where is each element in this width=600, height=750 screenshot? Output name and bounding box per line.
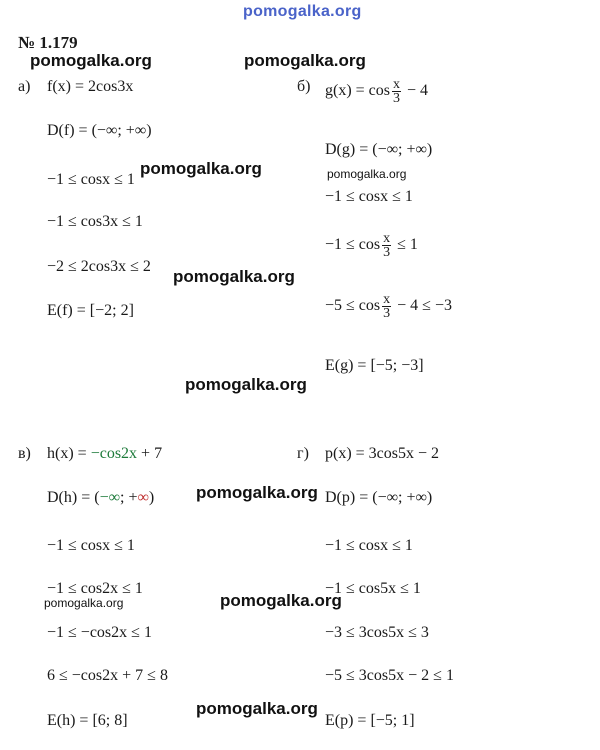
- watermark: pomogalka.org: [196, 483, 318, 502]
- part-a-step-2: −1 ≤ cos3x ≤ 1: [47, 213, 143, 230]
- watermark: pomogalka.org: [244, 51, 366, 70]
- watermark-small: pomogalka.org: [44, 596, 124, 610]
- fraction-x-over-3: $\frac{x}{3}$: [383, 292, 391, 321]
- part-a-function: f(x) = 2cos3x: [47, 78, 134, 95]
- part-g-step-3: −3 ≤ 3cos5x ≤ 3: [325, 624, 429, 641]
- part-g-range: E(p) = [−5; 1]: [325, 712, 415, 729]
- watermark: pomogalka.org: [196, 699, 318, 718]
- part-v-step-2: −1 ≤ cos2x ≤ 1: [47, 580, 143, 597]
- watermark: pomogalka.org: [185, 375, 307, 394]
- watermark: pomogalka.org: [140, 159, 262, 178]
- part-b-function: g(x) = cos $\frac{x}{3}$ − 4: [325, 77, 429, 106]
- part-a-step-1: −1 ≤ cosx ≤ 1: [47, 171, 135, 188]
- part-a-step-3: −2 ≤ 2cos3x ≤ 2: [47, 258, 151, 275]
- part-v-step-3: −1 ≤ −cos2x ≤ 1: [47, 624, 152, 641]
- part-b-label: б): [297, 78, 311, 95]
- watermark-small: pomogalka.org: [327, 167, 407, 181]
- part-v-function: h(x) = −cos2x + 7: [47, 445, 163, 462]
- part-v-step-4: 6 ≤ −cos2x + 7 ≤ 8: [47, 667, 168, 684]
- part-b-domain: D(g) = (−∞; +∞): [325, 141, 433, 158]
- part-v-step-1: −1 ≤ cosx ≤ 1: [47, 537, 135, 554]
- part-a-domain: D(f) = (−∞; +∞): [47, 122, 152, 139]
- part-g-step-1: −1 ≤ cosx ≤ 1: [325, 537, 413, 554]
- part-b-step-3: −5 ≤ cos $\frac{x}{3}$ − 4 ≤ −3: [325, 292, 452, 321]
- problem-number: № 1.179: [18, 33, 78, 52]
- fraction-x-over-3: $\frac{x}{3}$: [393, 77, 401, 106]
- part-g-step-4: −5 ≤ 3cos5x − 2 ≤ 1: [325, 667, 454, 684]
- part-v-label: в): [18, 445, 31, 462]
- part-a-range: E(f) = [−2; 2]: [47, 302, 134, 319]
- part-a-label: а): [18, 78, 31, 95]
- fraction-x-over-3: $\frac{x}{3}$: [383, 231, 391, 260]
- watermark-top: pomogalka.org: [243, 3, 362, 20]
- part-g-function: p(x) = 3cos5x − 2: [325, 445, 440, 462]
- part-g-step-2: −1 ≤ cos5x ≤ 1: [325, 580, 421, 597]
- watermark: pomogalka.org: [30, 51, 152, 70]
- part-b-step-1: −1 ≤ cosx ≤ 1: [325, 188, 413, 205]
- watermark: pomogalka.org: [220, 591, 342, 610]
- watermark: pomogalka.org: [173, 267, 295, 286]
- part-b-step-2: −1 ≤ cos $\frac{x}{3}$ ≤ 1: [325, 231, 418, 260]
- part-g-domain: D(p) = (−∞; +∞): [325, 489, 433, 506]
- part-g-label: г): [297, 445, 309, 462]
- part-v-domain: D(h) = (−∞; +∞): [47, 489, 155, 506]
- part-b-range: E(g) = [−5; −3]: [325, 357, 424, 374]
- part-v-range: E(h) = [6; 8]: [47, 712, 128, 729]
